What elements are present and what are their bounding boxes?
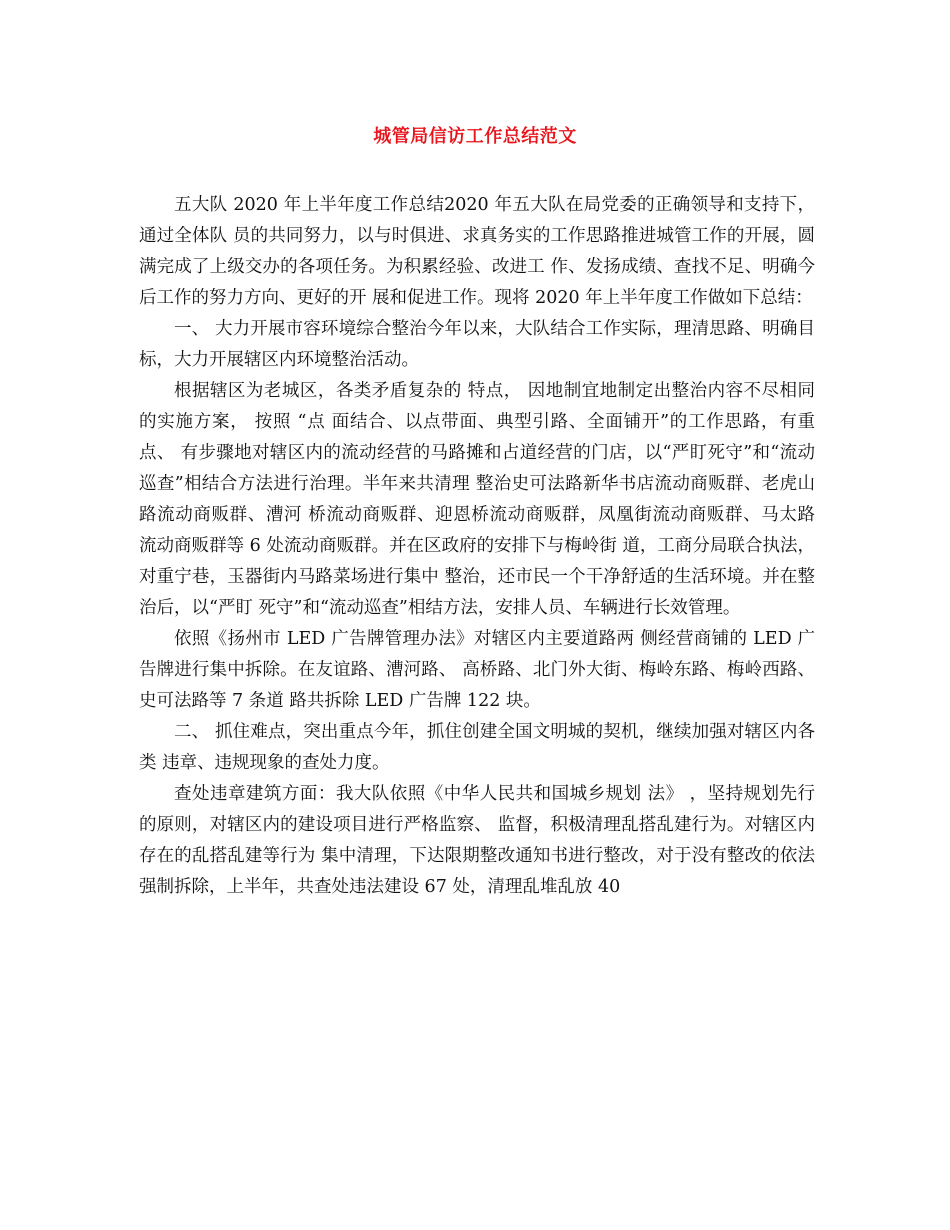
- document-title: 城管局信访工作总结范文: [373, 126, 577, 147]
- paragraph-intro: 五大队 2020 年上半年度工作总结2020 年五大队在局党委的正确领导和支持下，通过全体队 员的共同努力，以与时俱进、求真务实的工作思路推进城管工作的开展，圆满完成了上级交办的各项任务。为积累经验、改进工 作、发扬成绩、查找不足、明确今后工作的努力方向、更好的开 展和促进工作。现将 2020 年上半年度工作做如下总结：: [139, 195, 815, 308]
- document-body: [139, 190, 815, 903]
- paragraph-section-2-heading: 二、 抓住难点，突出重点今年，抓住创建全国文明城的契机，继续加强对辖区内各类 违章、违规现象的查处力度。: [139, 722, 815, 773]
- paragraph-illegal-construction: 查处违章建筑方面：我大队依照《中华人民共和国城乡规划 法》 ，坚持规划先行的原则，对辖区内的建设项目进行严格监察、 监督，积极清理乱搭乱建行为。对辖区内存在的乱搭乱建等行为 集中清理，下达限期整改通知书进行整改，对于没有整改的依法 强制拆除，上半年，共查处违法建设 67 处，清理乱堆乱放 40: [139, 784, 815, 897]
- paragraph-section-1-heading: 一、 大力开展市容环境综合整治今年以来，大队结合工作实际，理清思路、明确目标，大力开展辖区内环境整治活动。: [139, 319, 815, 370]
- paragraph-led-signs: 依照《扬州市 LED 广告牌管理办法》对辖区内主要道路两 侧经营商铺的 LED 广告牌进行集中拆除。在友谊路、漕河路、 高桥路、北门外大街、梅岭东路、梅岭西路、史可法路等 7 条道 路共拆除 LED 广告牌 122 块。: [139, 629, 815, 711]
- paragraph-street-vendors: 根据辖区为老城区，各类矛盾复杂的 特点， 因地制宜地制定出整治内容不尽相同的实施方案， 按照 “点 面结合、以点带面、典型引路、全面铺开”的工作思路，有重点、 有步骤地对辖区内的流动经营的马路摊和占道经营的门店，以“严盯死守”和“流动巡查”相结合方法进行治理。半年来共清理 整治史可法路新华书店流动商贩群、老虎山路流动商贩群、漕河 桥流动商贩群、迎恩桥流动商贩群，凤凰街流动商贩群、马太路 流动商贩群等 6 处流动商贩群。并在区政府的安排下与梅岭街 道，工商分局联合执法，对重宁巷，玉器街内马路菜场进行集中 整治，还市民一个干净舒适的生活环境。并在整治后，以“严盯 死守”和“流动巡查”相结方法，安排人员、车辆进行长效管理。: [139, 381, 815, 618]
